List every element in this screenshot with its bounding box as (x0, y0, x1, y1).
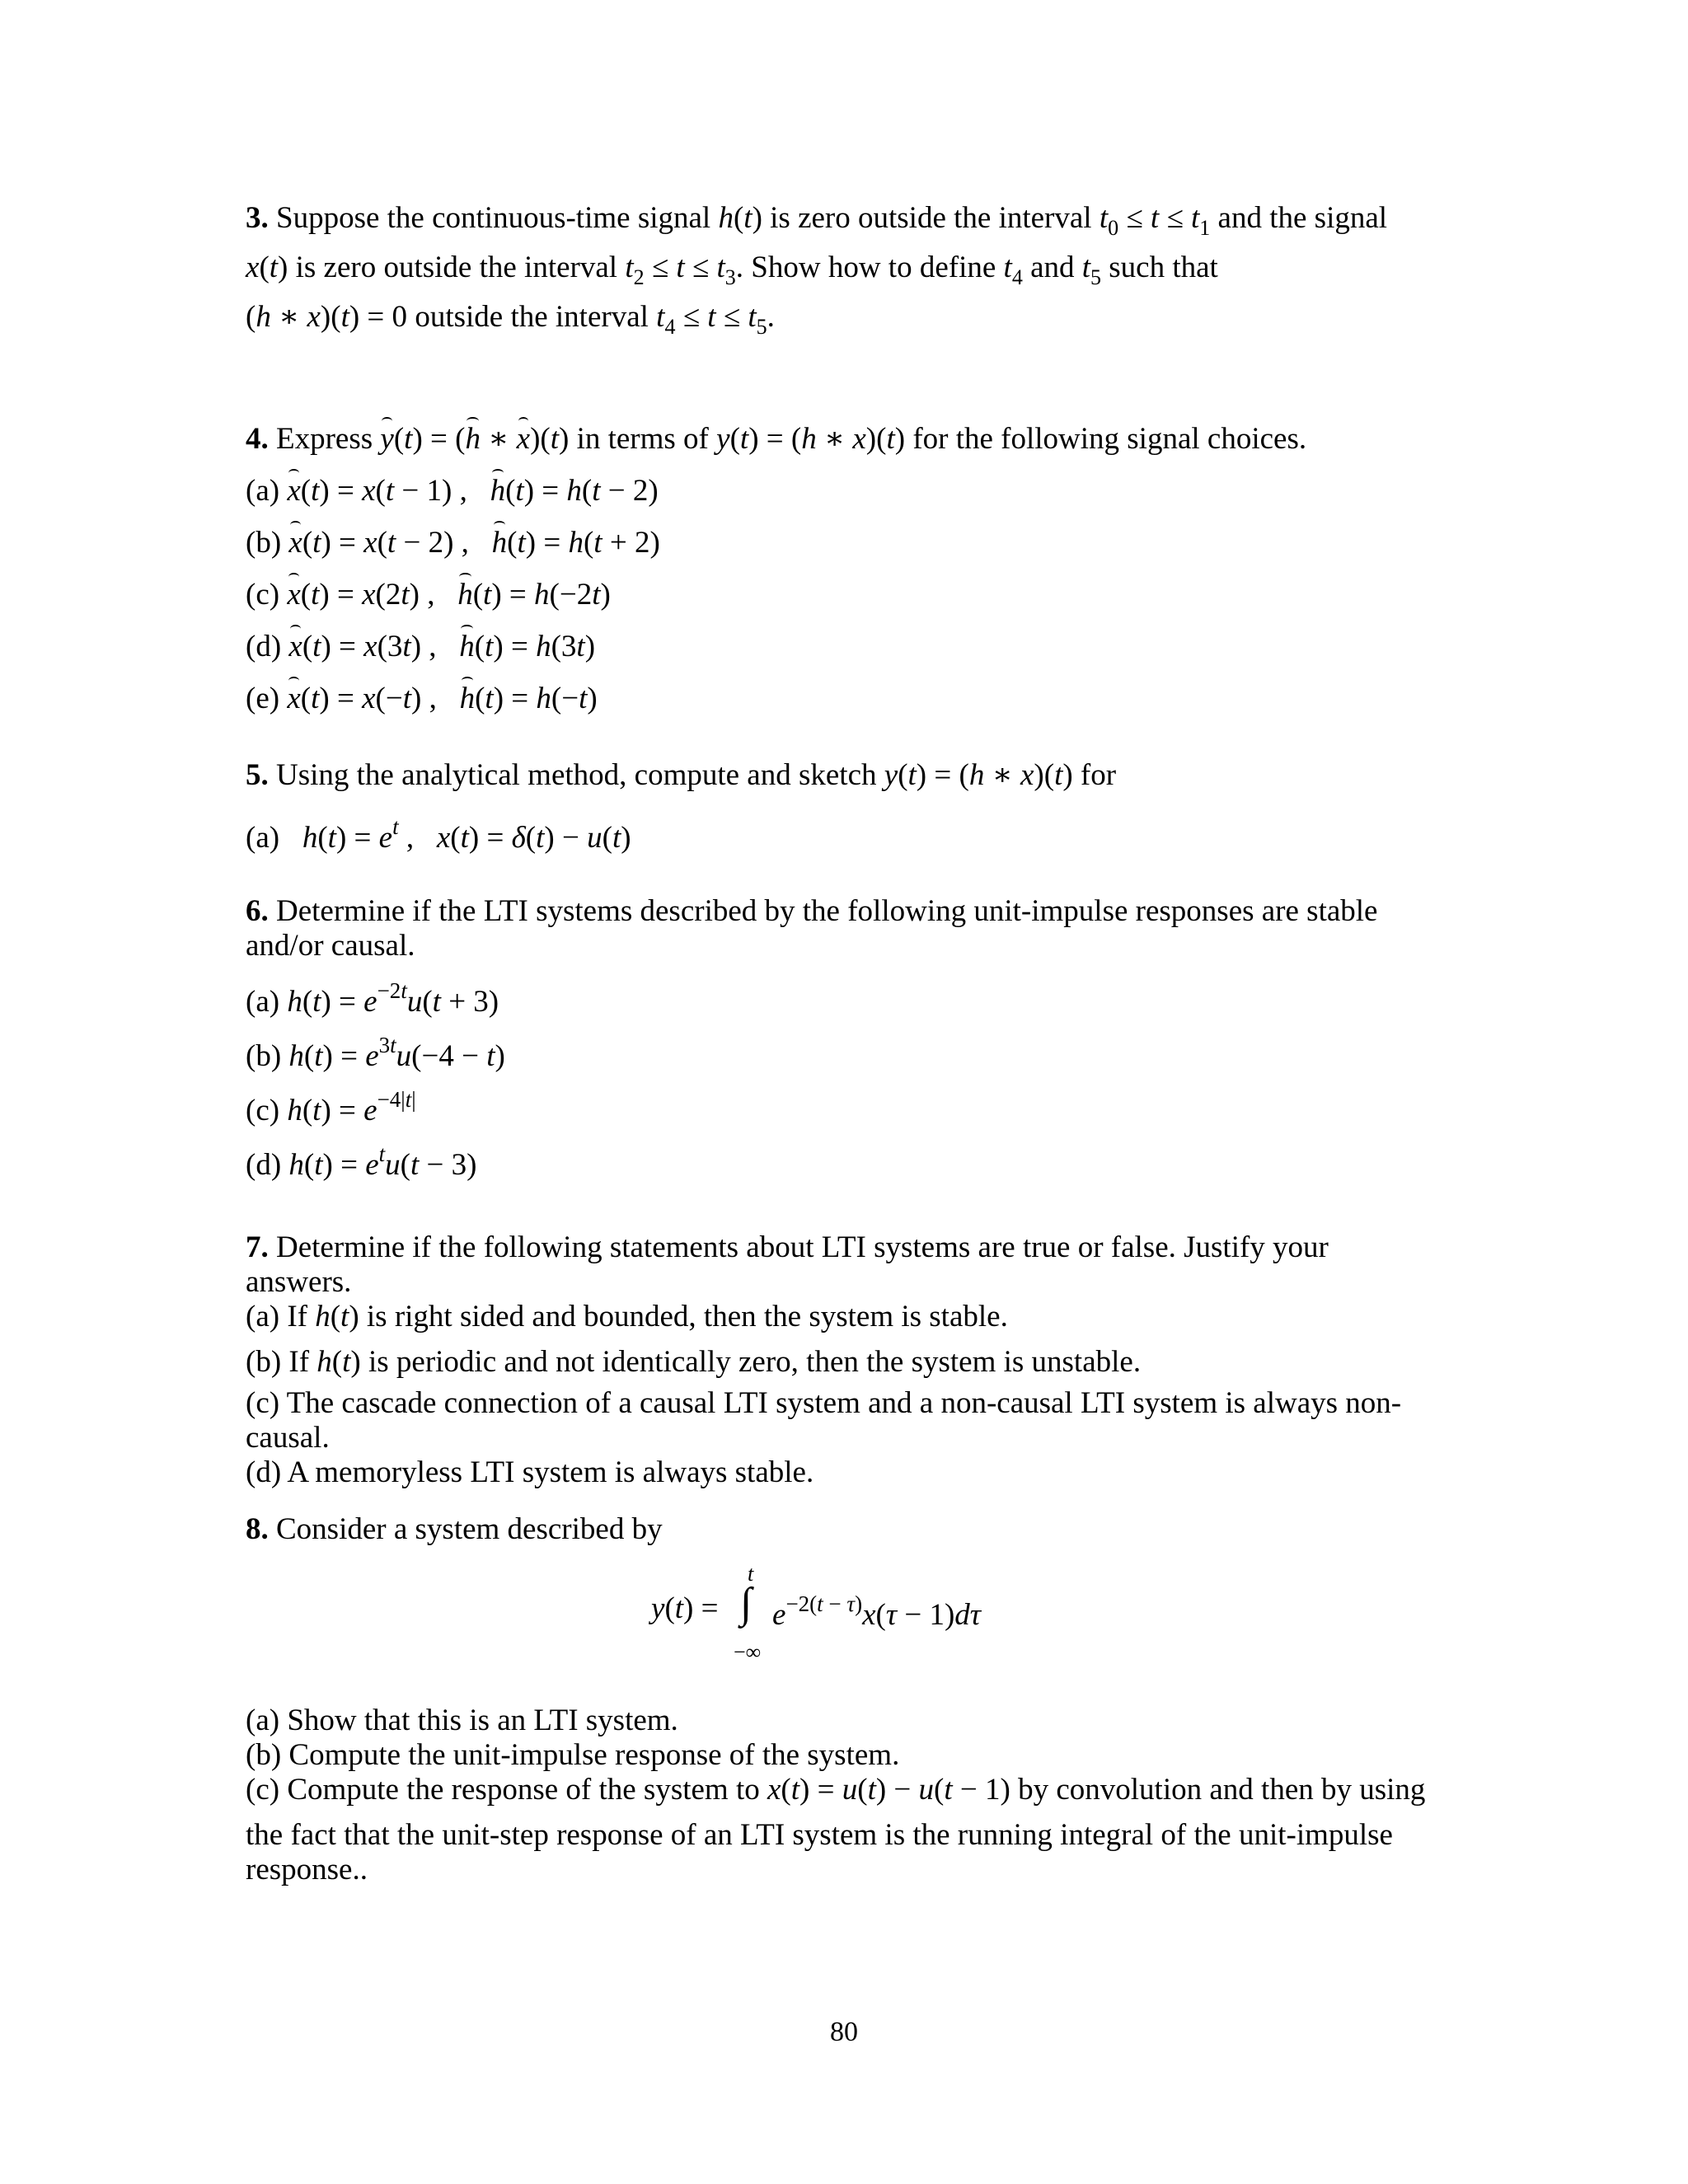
math-expression: h (718, 201, 734, 235)
question-4 (246, 422, 1449, 733)
math-expression: $t_0 \le t \le t_1$ (1099, 201, 1211, 240)
list-item: (c) $h(t) = e^{-4|t|}$ (246, 1087, 416, 1127)
question-number: 6. (246, 894, 269, 928)
question-number: 7. (246, 1230, 269, 1264)
list-item: (d) A memoryless LTI system is always stable. (246, 1455, 814, 1489)
math-expression: (h ∗ x)(t) = 0 (246, 300, 408, 334)
math-expression: $h(t) = e^{3t}u(-4 - t)$ (288, 1033, 505, 1073)
question-text: Determine if the LTI systems described by the following unit-impulse responses are stable (268, 894, 1378, 928)
math-expression: y(t) = (h ∗ x)(t) (716, 422, 906, 456)
math-expression: $e^{-2(t - \tau)}x(\tau - 1)d\tau$ (772, 1591, 982, 1632)
page-number: 80 (830, 2017, 858, 2047)
list-item-continuation: the fact that the unit-step response of an LTI system is the running integral of the unit-impulse (246, 1818, 1393, 1852)
list-item: (c) x(t) = x(2t) , h(t) = h(−2t) (246, 578, 611, 612)
question-number: 8. (246, 1512, 269, 1546)
question-6 (246, 894, 1449, 1196)
question-text: Determine if the following statements about LTI systems are true or false. Justify your (268, 1230, 1329, 1264)
list-item: (c) Compute the response of the system to x(t) = u(t) − u(t − 1) by convolution and then by using (246, 1773, 1426, 1807)
question-number: 4. (246, 422, 269, 456)
question-text: outside the interval (407, 300, 657, 334)
integral-upper-limit: t (748, 1562, 754, 1586)
math-expression: $t_5$ (1081, 251, 1102, 289)
math-expression: y(t) = (h ∗ x)(t) (380, 422, 570, 456)
question-text: is zero outside the interval (288, 251, 626, 284)
list-item: (b) Compute the unit-impulse response of the system. (246, 1738, 900, 1772)
math-expression: x(t) = u(t) − u(t − 1) (767, 1773, 1010, 1807)
question-text: Suppose the continuous-time signal (268, 201, 719, 235)
list-item: (a) If h(t) is right sided and bounded, then the system is stable. (246, 1300, 1008, 1333)
question-text: and/or causal. (246, 929, 415, 963)
math-expression: $h(t) = e^t$ , x(t) = δ(t) − u(t) (302, 814, 631, 855)
question-text: Express (268, 422, 381, 456)
list-item: (d) x(t) = x(3t) , h(t) = h(3t) (246, 630, 596, 663)
question-text: Consider a system described by (268, 1512, 663, 1546)
list-item: (b) $h(t) = e^{3t}u(-4 - t)$ (246, 1033, 505, 1073)
integral-equation (651, 1562, 1063, 1669)
math-expression: x(t) = x(−t) , h(t) = h(−t) (287, 682, 598, 715)
question-5 (246, 758, 1449, 864)
integral-sign: ∫ (740, 1580, 753, 1627)
question-text: is zero outside the interval (762, 201, 1100, 235)
question-text: for the following signal choices. (905, 422, 1307, 456)
question-3: 3. Suppose the continuous-time signal h(t) is zero outside the interval $t_0 \le t \le t_1$ and the signal x(t) is zero outside the interval $t_2 \le t \le t_3$. Show how to define $t_4$ and $t_5$ such that (h ∗ x)(t) = 0 outside the interval $t_4 \le t \le t_5$. (246, 201, 1388, 339)
math-expression: x(t) = x(3t) , h(t) = h(3t) (288, 630, 596, 663)
list-item: (b) x(t) = x(t − 2) , h(t) = h(t + 2) (246, 526, 660, 560)
math-expression: h(t) (315, 1300, 359, 1333)
list-item: (a) $h(t) = e^t$ , x(t) = δ(t) − u(t) (246, 814, 631, 855)
list-item: (d) $h(t) = e^tu(t - 3)$ (246, 1141, 477, 1182)
question-text: . Show how to define (735, 251, 1004, 284)
math-expression: x(t) = x(t − 1) , h(t) = h(t − 2) (287, 474, 659, 508)
math-expression: $t_2 \le t \le t_3$ (625, 251, 736, 289)
question-text: and the signal (1210, 201, 1388, 235)
question-7 (246, 1230, 1449, 1490)
math-expression: $h(t) = e^{-4|t|}$ (287, 1087, 416, 1127)
list-item: (e) x(t) = x(−t) , h(t) = h(−t) (246, 682, 598, 715)
list-item-continuation: causal. (246, 1421, 330, 1455)
question-text: . (767, 300, 775, 334)
question-text: for (1072, 758, 1117, 792)
list-item-continuation: response.. (246, 1853, 368, 1886)
list-item: (a) Show that this is an LTI system. (246, 1704, 678, 1737)
integral-lower-limit: −∞ (734, 1640, 762, 1664)
math-expression: h(t) (316, 1345, 361, 1379)
question-8-parts (246, 1704, 1449, 1887)
question-number: 5. (246, 758, 269, 792)
question-text: answers. (246, 1265, 352, 1299)
question-text: and (1022, 251, 1082, 284)
list-item: (c) The cascade connection of a causal LTI system and a non-causal LTI system is always non- (246, 1386, 1402, 1420)
math-expression: y(t) = (651, 1591, 719, 1625)
math-expression: x(t) = x(t − 2) , h(t) = h(t + 2) (288, 526, 660, 560)
list-item: (a) x(t) = x(t − 1) , h(t) = h(t − 2) (246, 474, 659, 508)
math-expression: x (246, 251, 260, 284)
math-expression: $h(t) = e^{-2t}u(t + 3)$ (287, 978, 499, 1019)
question-8 (246, 1512, 1449, 1548)
math-expression: x(t) = x(2t) , h(t) = h(−2t) (287, 578, 611, 612)
math-expression: y(t) = (h ∗ x)(t) (884, 758, 1073, 792)
question-number: 3. (246, 201, 269, 235)
question-text: such that (1101, 251, 1218, 284)
math-expression: $t_4 \le t \le t_5$ (656, 300, 767, 339)
question-text: Using the analytical method, compute and sketch (268, 758, 884, 792)
math-expression: $t_4$ (1003, 251, 1023, 289)
list-item: (a) $h(t) = e^{-2t}u(t + 3)$ (246, 978, 499, 1019)
question-text: in terms of (569, 422, 717, 456)
list-item: (b) If h(t) is periodic and not identically zero, then the system is unstable. (246, 1345, 1142, 1379)
math-expression: $h(t) = e^tu(t - 3)$ (288, 1141, 477, 1182)
